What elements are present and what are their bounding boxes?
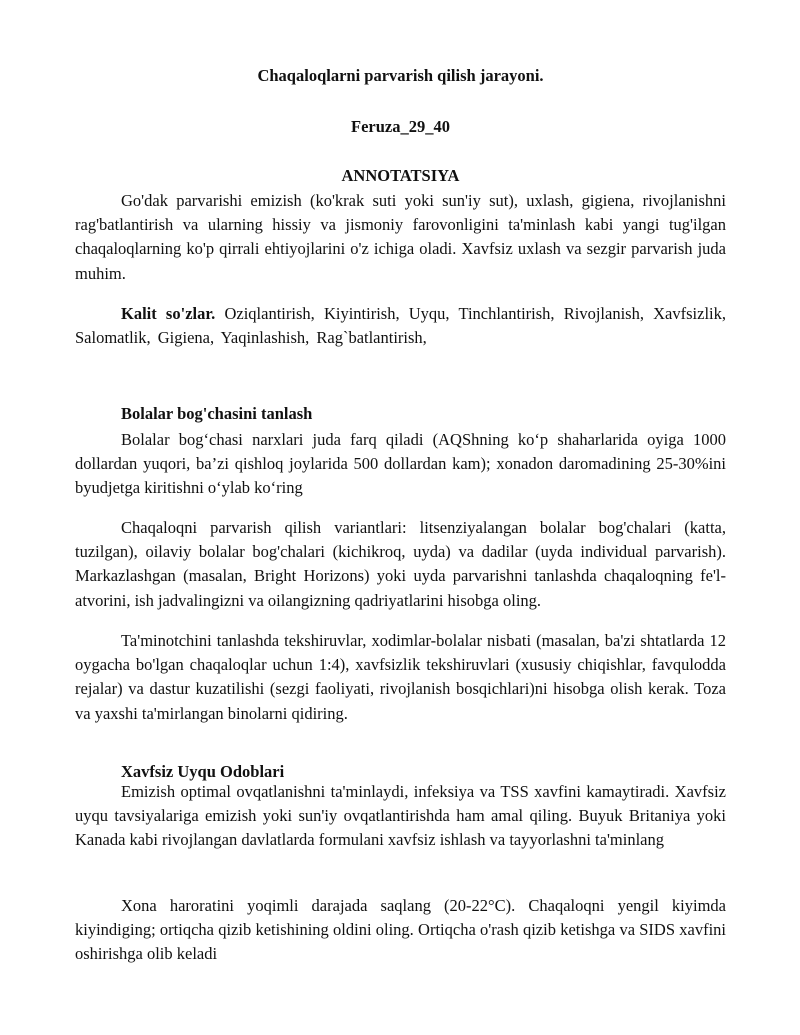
section2-paragraph-2: Xona haroratini yoqimli darajada saqlang (20-22°C). Chaqaloqni yengil kiyimda kiyindiging; ortiqcha qizib ketishining oldini oling. Ortiqcha o'rash qizib ketishga va SIDS xavfini oshirishga olib keladi xyxy=(75,896,726,964)
annotation-paragraph: Go'dak parvarishi emizish (ko'krak suti yoki sun'iy sut), uxlash, gigiena, rivojlanishni rag'batlantirish va ularning hissiy va jismoniy farovonligini ta'minlash kabi yangi tug'ilgan chaqaloqlarning ko'p qirrali ehtiyojlarini o'z ichiga oladi. Xavfsiz uxlash va sezgir parvarish juda muhim. xyxy=(75,191,726,283)
keywords-paragraph xyxy=(75,302,726,350)
document-author: Feruza_29_40 xyxy=(351,117,450,136)
keywords-label: Kalit so'zlar. xyxy=(121,304,216,323)
section1-paragraph-3: Ta'minotchini tanlashda tekshiruvlar, xodimlar-bolalar nisbati (masalan, ba'zi shtatlarda 12 oygacha bo'lgan chaqaloqlar uchun 1:4), xavfsizlik tekshiruvlari (xususiy chiqishlar, favqulodda rejalar) va dastur kuzatilishi (sezgi faoliyati, rivojlanish bosqichlari)ni hisobga olish kerak. Toza va yaxshi ta'mirlangan binolarni qidiring. xyxy=(75,631,726,723)
section1-paragraph-2: Chaqaloqni parvarish qilish variantlari: litsenziyalangan bolalar bog'chalari (katta, tuzilgan), oilaviy bolalar bog'chalari (kichikroq, uyda) va dadilar (uyda individual parvarish). Markazlashgan (masalan, Bright Horizons) yoki uyda parvarishni tanlashda chaqaloqning fe'l-atvorini, ish jadvalingizni va oilangizning qadriyatlarini hisobga oling. xyxy=(75,518,726,610)
section-heading-safe-sleep: Xavfsiz Uyqu Odoblari xyxy=(121,762,285,781)
section1-paragraph-1: Bolalar bog‘chasi narxlari juda farq qiladi (AQShning ko‘p shaharlarida oyiga 1000 dollardan yuqori, ba’zi qishloq joylarida 500 dollardan kam); xonadon daromadining 25-30%ini byudjetga kiritishni o‘ylab ko‘ring xyxy=(75,430,726,498)
section-heading-kindergarten: Bolalar bog'chasini tanlash xyxy=(121,404,313,423)
section2-paragraph-1: Emizish optimal ovqatlanishni ta'minlaydi, infeksiya va TSS xavfini kamaytiradi. Xavfsiz uyqu tavsiyalariga emizish yoki sun'iy ovqatlantirishda ham amal qiling. Buyuk Britaniya yoki Kanada kabi rivojlangan davlatlarda formulani xavfsiz ishlash va tayyorlashni ta'minlang xyxy=(75,782,726,850)
annotation-heading: ANNOTATSIYA xyxy=(341,166,460,185)
keywords-text: Oziqlantirish, Kiyintirish, Uyqu, Tinchlantirish, Rivojlanish, Xavfsizlik, Salomatlik, Gigiena, Yaqinlashish, Rag`batlantirish, xyxy=(75,304,726,348)
document-title: Chaqaloqlarni parvarish qilish jarayoni. xyxy=(257,66,544,85)
